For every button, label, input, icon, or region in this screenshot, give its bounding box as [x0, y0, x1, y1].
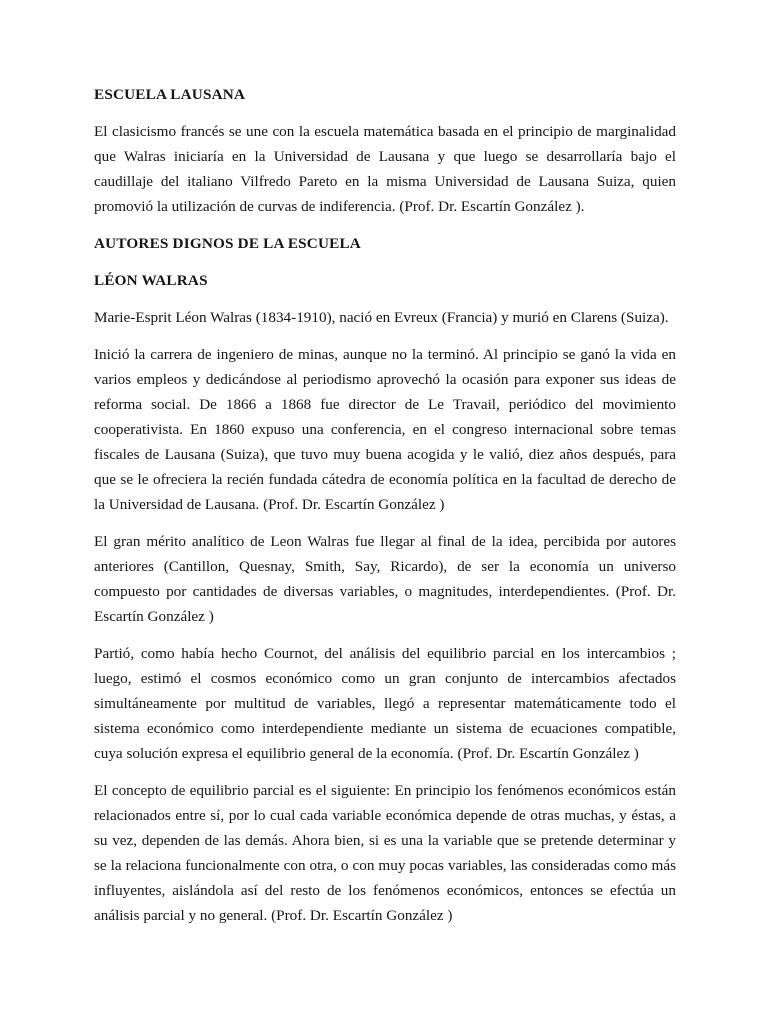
- paragraph-walras-career: Inició la carrera de ingeniero de minas, aunque no la terminó. Al principio se ganó la vida en varios empleos y dedicándose al periodismo aprovechó la ocasión para exponer sus ideas de reforma social. De 1866 a 1868 fue director de Le Travail, periódico del movimiento cooperativista. En 1860 expuso una conferencia, en el congreso internacional sobre temas fiscales de Lausana (Suiza), que tuvo muy buena acogida y le valió, diez años después, para que se le ofreciera la recién fundada cátedra de economía política en la facultad de derecho de la Universidad de Lausana. (Prof. Dr. Escartín González ): [94, 346, 676, 513]
- section-heading-autores: AUTORES DIGNOS DE LA ESCUELA: [94, 235, 361, 252]
- section-heading-leon-walras: LÉON WALRAS: [94, 272, 208, 289]
- paragraph-intro: El clasicismo francés se une con la escuela matemática basada en el principio de marginalidad que Walras iniciaría en la Universidad de Lausana y que luego se desarrollaría bajo el caudillaje del italiano Vilfredo Pareto en la misma Universidad de Lausana Suiza, quien promovió la utilización de curvas de indiferencia. (Prof. Dr. Escartín González ).: [94, 123, 676, 215]
- paragraph-walras-merit: El gran mérito analítico de Leon Walras fue llegar al final de la idea, percibida por autores anteriores (Cantillon, Quesnay, Smith, Say, Ricardo), de ser la economía un universo compuesto por cantidades de diversas variables, o magnitudes, interdependientes. (Prof. Dr. Escartín González ): [94, 533, 676, 625]
- paragraph-equilibrio-parcial: El concepto de equilibrio parcial es el siguiente: En principio los fenómenos económicos están relacionados entre sí, por lo cual cada variable económica depende de otras muchas, y éstas, a su vez, dependen de las demás. Ahora bien, si es una la variable que se pretende determinar y se la relaciona funcionalmente con otra, o con muy pocas variables, las consideradas como más influyentes, aislándola así del resto de los fenómenos económicos, entonces se efectúa un análisis parcial y no general. (Prof. Dr. Escartín González ): [94, 782, 676, 924]
- page-title: ESCUELA LAUSANA: [94, 86, 246, 103]
- paragraph-equilibrio-general: Partió, como había hecho Cournot, del análisis del equilibrio parcial en los intercambios ; luego, estimó el cosmos económico como un gran conjunto de intercambios afectados simultáneamente por multitud de variables, llegó a representar matemáticamente todo el sistema económico como interdependiente mediante un sistema de ecuaciones compatible, cuya solución expresa el equilibrio general de la economía. (Prof. Dr. Escartín González ): [94, 645, 676, 762]
- paragraph-walras-bio: Marie-Esprit Léon Walras (1834-1910), nació en Evreux (Francia) y murió en Clarens (Suiza).: [94, 309, 669, 326]
